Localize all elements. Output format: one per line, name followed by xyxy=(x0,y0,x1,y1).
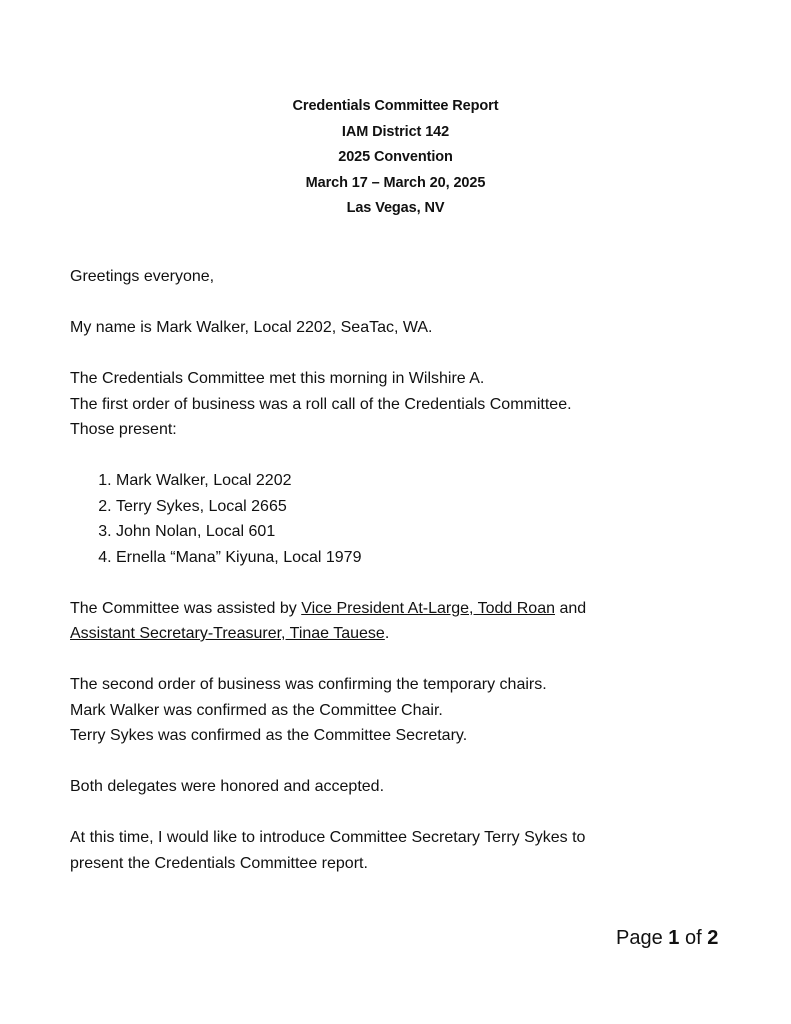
list-item: 3. John Nolan, Local 601 xyxy=(116,519,730,545)
closing-line-2: present the Credentials Committee report. xyxy=(70,854,368,872)
report-title: Credentials Committee Report xyxy=(292,98,499,114)
organization-name: IAM District 142 xyxy=(341,123,450,140)
closing-line-1: At this time, I would like to introduce Committee Secretary Terry Sykes to xyxy=(70,829,586,846)
meeting-line-3: Those present: xyxy=(70,421,177,438)
honored-paragraph: Both delegates were honored and accepted. xyxy=(70,778,385,795)
page-word: Page xyxy=(616,927,669,949)
event-location: Las Vegas, NV xyxy=(346,200,445,216)
intro-paragraph: My name is Mark Walker, Local 2202, SeaTac, WA. xyxy=(70,319,433,336)
of-word: of xyxy=(679,927,708,949)
meeting-line-2: The first order of business was a roll call of the Credentials Committee. xyxy=(70,395,572,413)
assisted-suffix: . xyxy=(384,625,390,642)
meeting-line-1: The Credentials Committee met this morning in Wilshire A. xyxy=(70,370,485,387)
event-name: 2025 Convention xyxy=(338,149,453,165)
total-pages-number: 2 xyxy=(707,927,719,949)
assisted-prefix: The Committee was assisted by xyxy=(70,599,302,617)
current-page-number: 1 xyxy=(668,927,680,949)
greeting-paragraph: Greetings everyone, xyxy=(70,268,215,285)
report-header xyxy=(0,94,791,222)
second-order-line-1: The second order of business was confirming the temporary chairs. xyxy=(70,676,547,693)
assisted-person-2: Assistant Secretary-Treasurer, Tinae Tauese xyxy=(70,625,385,642)
members-present-list xyxy=(70,468,730,570)
report-body xyxy=(70,264,730,876)
list-item: 1. Mark Walker, Local 2202 xyxy=(116,468,730,494)
page-number-footer xyxy=(616,924,718,952)
second-order-line-2: Mark Walker was confirmed as the Committee Chair. xyxy=(70,701,443,719)
list-item: 2. Terry Sykes, Local 2665 xyxy=(116,494,730,520)
assisted-paragraph xyxy=(70,596,730,647)
list-item: 4. Ernella “Mana” Kiyuna, Local 1979 xyxy=(116,545,730,571)
assisted-and: and xyxy=(555,599,587,617)
second-order-line-3: Terry Sykes was confirmed as the Committee Secretary. xyxy=(70,727,468,744)
assisted-person-1: Vice President At-Large, Todd Roan xyxy=(301,599,555,617)
event-dates: March 17 – March 20, 2025 xyxy=(305,174,486,191)
